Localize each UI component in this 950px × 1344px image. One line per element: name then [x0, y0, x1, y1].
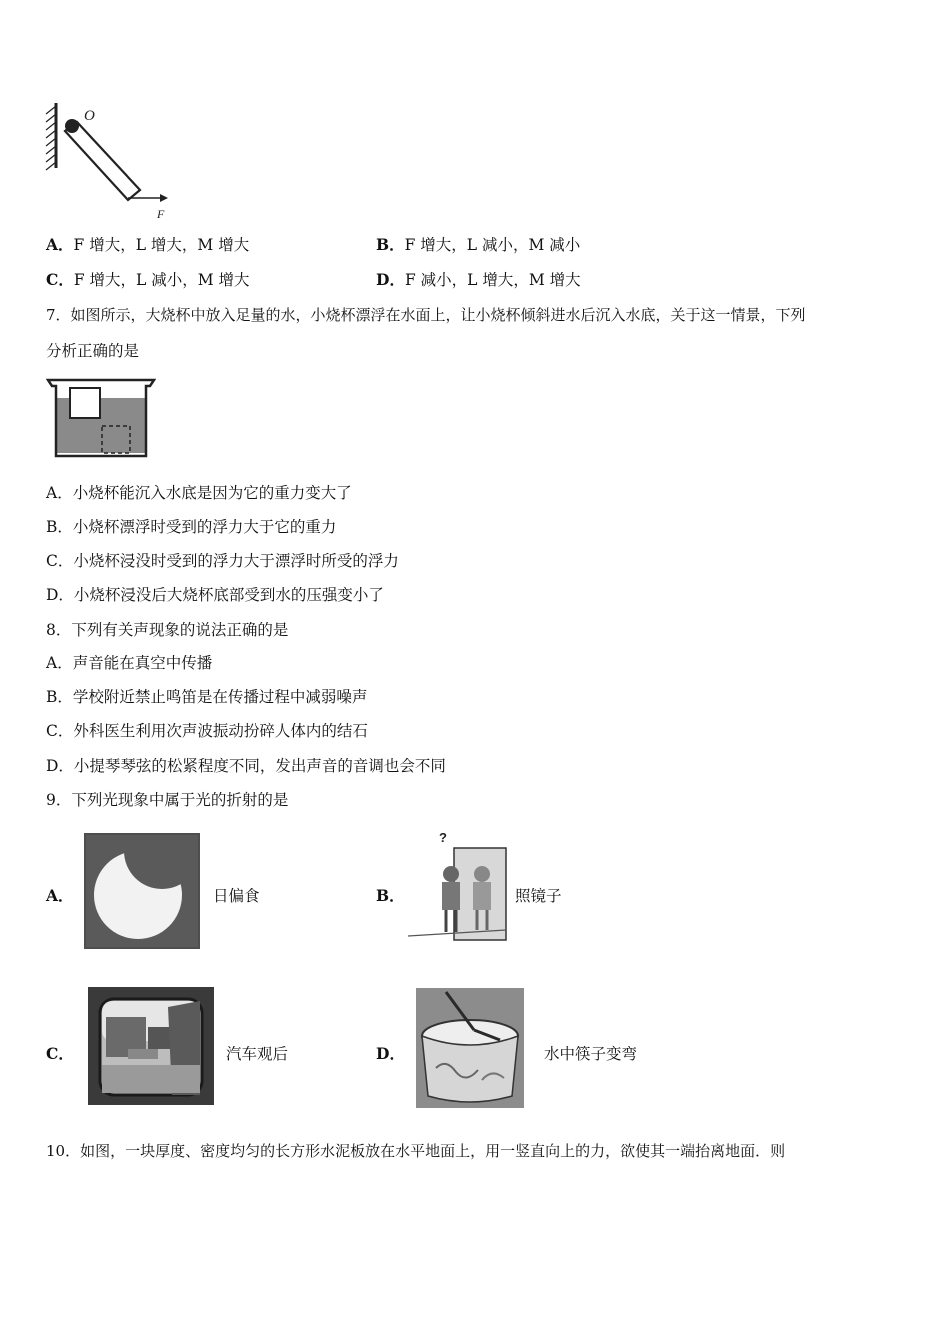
q9-option-d-caption: 水中筷子变弯 — [544, 1045, 638, 1063]
q6-option-c-letter: C． — [46, 270, 74, 289]
lever-figure — [38, 98, 178, 223]
beaker-figure — [46, 376, 156, 460]
q6-option-a[interactable] — [46, 235, 249, 255]
q9-option-a-caption: 日偏食 — [213, 887, 260, 905]
q9-option-c-letter[interactable]: C． — [46, 1044, 74, 1063]
q6-option-a-letter: A． — [46, 235, 74, 254]
q9-option-b-caption: 照镜子 — [515, 887, 562, 905]
chopsticks-in-water-image — [416, 988, 524, 1108]
mirror-image — [406, 826, 512, 944]
q6-option-c-text: F 增大，L 减小，M 增大 — [73, 271, 250, 289]
q9-option-a-letter[interactable]: A． — [46, 886, 74, 905]
q6-option-d[interactable] — [376, 270, 581, 290]
q6-option-b-text: F 增大，L 减小，M 减小 — [404, 236, 581, 254]
q8-option-a[interactable]: A．声音能在真空中传播 — [46, 654, 213, 672]
q6-option-b-letter: B． — [376, 235, 405, 254]
q9-option-b-letter[interactable]: B． — [376, 886, 405, 905]
q8-stem: 8．下列有关声现象的说法正确的是 — [46, 621, 289, 639]
partial-solar-eclipse-image — [84, 833, 200, 949]
q6-option-d-letter: D． — [376, 270, 405, 289]
q6-option-a-text: F 增大，L 增大，M 增大 — [73, 236, 250, 254]
force-label: F — [157, 207, 165, 221]
q7-option-d[interactable]: D．小烧杯浸没后大烧杯底部受到水的压强变小了 — [46, 586, 384, 604]
q7-option-c[interactable]: C．小烧杯浸没时受到的浮力大于漂浮时所受的浮力 — [46, 552, 399, 570]
q9-stem: 9．下列光现象中属于光的折射的是 — [46, 791, 289, 809]
q6-option-c[interactable] — [46, 270, 250, 290]
q7-stem-line2: 分析正确的是 — [46, 342, 140, 360]
q6-option-d-text: F 减小，L 增大，M 增大 — [404, 271, 581, 289]
q7-option-a[interactable]: A．小烧杯能沉入水底是因为它的重力变大了 — [46, 484, 352, 502]
q9-option-d-letter[interactable]: D． — [376, 1044, 405, 1063]
q8-option-c[interactable]: C．外科医生利用次声波振动扮碎人体内的结石 — [46, 722, 368, 740]
car-rearview-mirror-image — [88, 987, 214, 1105]
q10-stem: 10．如图，一块厚度、密度均匀的长方形水泥板放在水平地面上，用一竖直向上的力，欲使其一端抬离地面．则 — [46, 1142, 786, 1160]
q8-option-b[interactable]: B．学校附近禁止鸣笛是在传播过程中减弱噪声 — [46, 688, 368, 706]
question-mark-icon: ? — [439, 830, 447, 845]
q8-option-d[interactable]: D．小提琴琴弦的松紧程度不同，发出声音的音调也会不同 — [46, 757, 446, 775]
q7-stem-line1: 7．如图所示，大烧杯中放入足量的水，小烧杯漂浮在水面上，让小烧杯倾斜进水后沉入水底，关于这一情景，下列 — [46, 306, 806, 324]
q7-option-b[interactable]: B．小烧杯漂浮时受到的浮力大于它的重力 — [46, 518, 337, 536]
q6-option-b[interactable] — [376, 235, 580, 255]
pivot-label: O — [84, 108, 95, 124]
q9-option-c-caption: 汽车观后 — [226, 1045, 289, 1063]
